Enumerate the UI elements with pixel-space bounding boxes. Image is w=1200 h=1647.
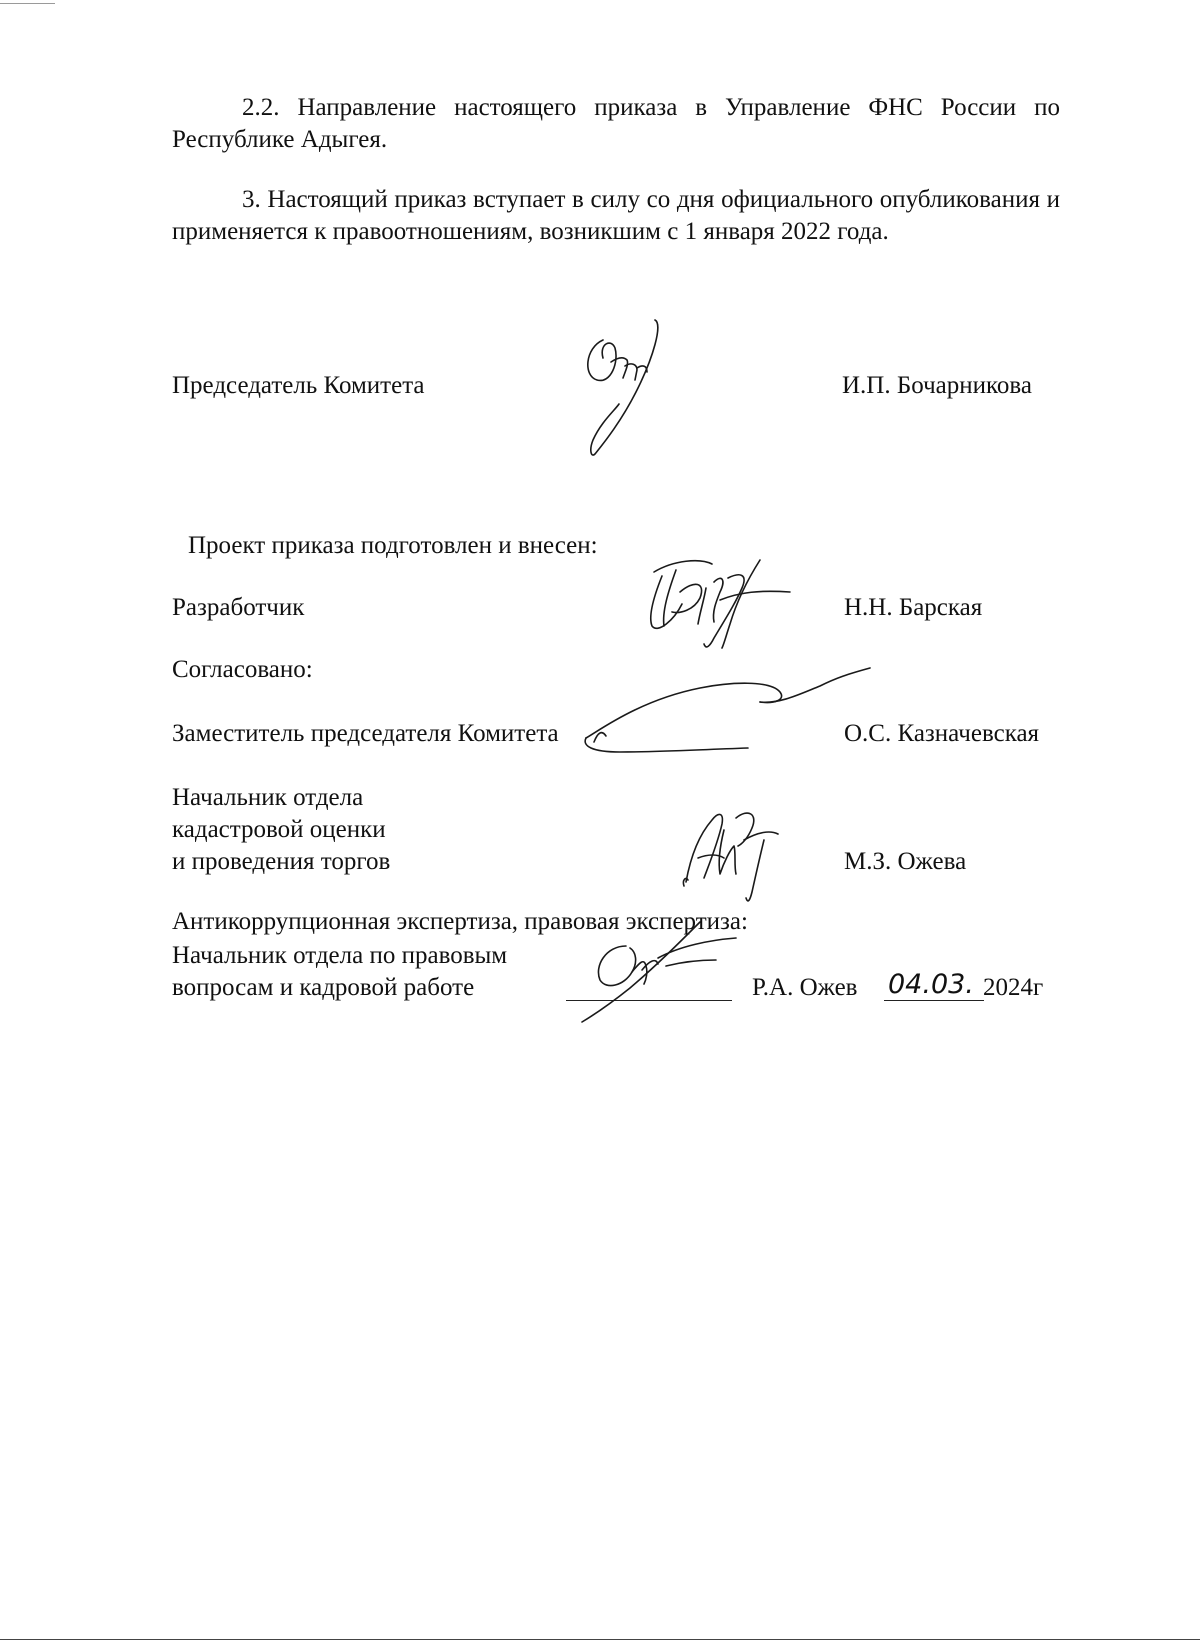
deputy-position: Заместитель председателя Комитета [172, 720, 559, 747]
scan-artifact-top [0, 3, 55, 4]
legal-head-signature [570, 918, 750, 1028]
project-caption: Проект приказа подготовлен и внесен: [188, 532, 598, 559]
developer-signature [640, 552, 800, 652]
date-underline [884, 1000, 984, 1001]
paragraph-2-2: 2.2. Направление настоящего приказа в Управление ФНС России по Республике Адыгея. [172, 94, 1060, 153]
cadastral-head-name: М.З. Ожева [844, 848, 967, 875]
legal-position-line2: вопросам и кадровой работе [172, 974, 475, 1001]
legal-position-line1: Начальник отдела по правовым [172, 942, 508, 969]
agreed-caption: Согласовано: [172, 656, 313, 683]
expertise-caption: Антикоррупционная экспертиза, правовая экспертиза: [172, 908, 748, 935]
developer-name: Н.Н. Барская [844, 594, 983, 621]
legal-handwritten-date: 04.03. [888, 969, 974, 1000]
deputy-signature [580, 660, 880, 760]
deputy-name: О.С. Казначевская [844, 720, 1040, 747]
cadastral-position-line1: Начальник отдела [172, 784, 364, 811]
scan-artifact-bottom [0, 1639, 1200, 1640]
cadastral-position-line2: кадастровой оценки [172, 816, 386, 843]
cadastral-head-signature [678, 800, 788, 910]
legal-date-year: 2024г [983, 974, 1044, 1001]
developer-position: Разработчик [172, 594, 305, 621]
paragraph-3: 3. Настоящий приказ вступает в силу со дня официального опубликования и применяется к правоотношениям, возникшим с 1 января 2022 года. [172, 186, 1060, 245]
chairman-position: Председатель Комитета [172, 372, 425, 399]
legal-head-name: Р.А. Ожев [752, 974, 858, 1001]
chairman-signature [575, 318, 685, 458]
cadastral-position-line3: и проведения торгов [172, 848, 391, 875]
chairman-name: И.П. Бочарникова [842, 372, 1032, 399]
